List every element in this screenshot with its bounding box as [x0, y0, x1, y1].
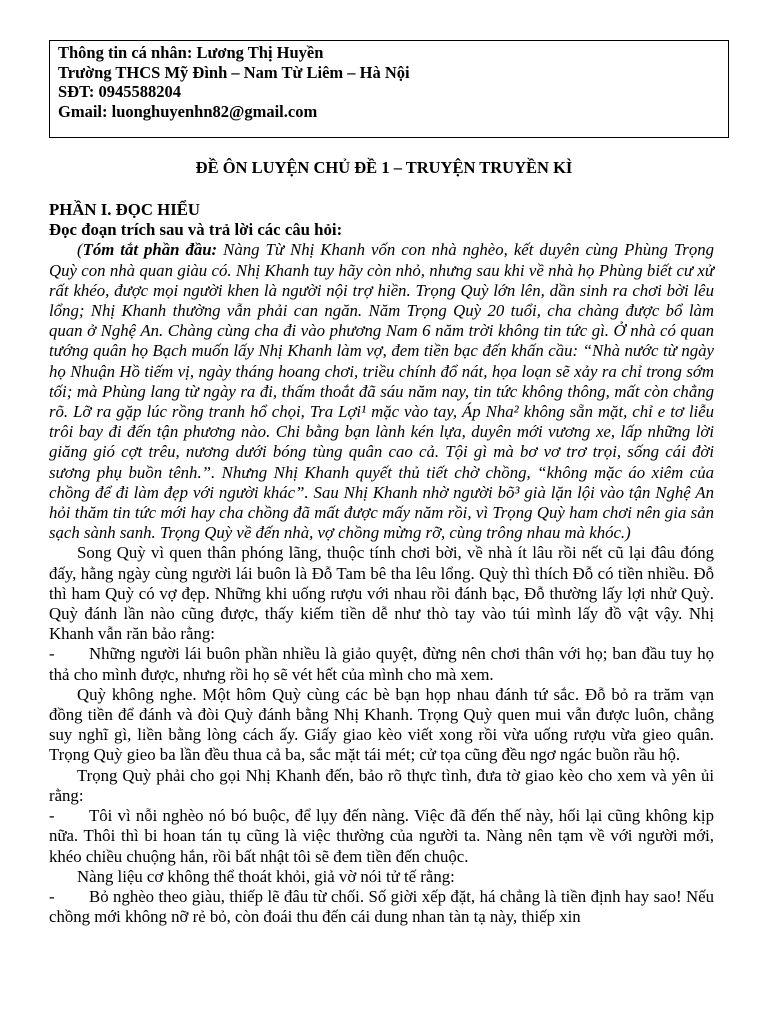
dialogue-line: [49, 644, 714, 684]
info-phone: SĐT: 0945588204: [58, 82, 181, 101]
story-paragraph: Song Quỳ vì quen thân phóng lãng, thuộc tính chơi bời, về nhà ít lâu rồi nết cũ lại đâu đóng đấy, hằng ngày cùng người lái buôn là Đỗ Tam bê tha lêu lổng. Quỳ thì thích Đỗ có tiền nhiều. Đỗ thì ham Quỳ có vợ đẹp. Những khi uống rượu với nhau rồi đánh bạc, Đỗ thường lấy lợi nhử Quỳ. Quỳ đánh lần nào cũng được, thấy kiếm tiền dễ như thò tay vào túi mình lấy đồ vật vậy. Nhị Khanh vẫn răn bảo rằng:: [49, 543, 714, 644]
document-body: [49, 200, 714, 927]
summary-paragraph: [49, 240, 714, 543]
story-paragraph: Quỳ không nghe. Một hôm Quỳ cùng các bè bạn họp nhau đánh tứ sắc. Đỗ bỏ ra trăm vạn đồng tiền để đánh và đòi Quỳ đánh bằng Nhị Khanh. Trọng Quỳ quen mui vẫn được luôn, chẳng suy nghĩ gì, liền bằng lòng cách ấy. Giấy giao kèo viết xong rồi vừa uống rượu vừa gieo quân. Trọng Quỳ gieo ba lần đều thua cả ba, sắc mặt tái mét; cử tọa cũng đều ngơ ngác buồn rầu hộ.: [49, 684, 714, 765]
summary-open-paren: (: [77, 240, 83, 260]
info-email: Gmail: luonghuyenhn82@gmail.com: [58, 101, 318, 121]
summary-close-paren: ): [625, 523, 631, 543]
dialogue-text: Bỏ nghèo theo giàu, thiếp lẽ đâu từ chối. Số giời xếp đặt, há chẳng là tiền định hay sao! Nếu chồng mới không nỡ rẻ bỏ, còn đoái thu đến cái dung nhan tàn tạ này, thiếp xin: [49, 886, 714, 927]
dialogue-line: [49, 806, 714, 867]
story-paragraph: Trọng Quỳ phải cho gọi Nhị Khanh đến, bảo rõ thực tình, đưa tờ giao kèo cho xem và yên ủi rằng:: [49, 765, 714, 805]
story-paragraph: Nàng liệu cơ không thể thoát khỏi, giả vờ nói tử tế rằng:: [77, 866, 455, 886]
dash-mark: -: [49, 644, 55, 664]
personal-info-box: [49, 40, 729, 138]
dialogue-line: [49, 887, 714, 927]
dialogue-text: Tôi vì nỗi nghèo nó bó buộc, để lụy đến nàng. Việc đã đến thế này, hối lại cũng không kịp nữa. Thôi thì bi hoan tán tụ cũng là việc thường của người ta. Nàng nên tạm về với người mới, khéo chiều chuộng hắn, rồi bất nhật tôi sẽ đem tiền đến chuộc.: [49, 806, 714, 866]
summary-text: Nàng Từ Nhị Khanh vốn con nhà nghèo, kết duyên cùng Phùng Trọng Quỳ con nhà quan giàu có. Nhị Khanh tuy hãy còn nhỏ, nhưng sau khi về nhà họ Phùng biết cư xử rất khéo, được mọi người khen là người nội trợ hiền. Trọng Quỳ lớn lên, dần sinh ra chơi bời lêu lổng; Nhị Khanh thường vẫn phải can ngăn. Năm Trọng Quỳ 20 tuổi, cha chàng được bổ làm quan ở Nghệ An. Chàng cùng cha đi vào phương Nam 6 năm trời không tin tức gì. Ở nhà có quan tướng quân họ Bạch muốn lấy Nhị Khanh làm vợ, đem tiền bạc đến khấn cầu: “Nhà nước từ ngày họ Nhuận Hồ tiếm vị, ngày tháng hoang chơi, triều chính đổ nát, họa loạn sẽ xảy ra chỉ trong sớm tối; mà Phùng lang từ ngày ra đi, thấm thoắt đã sáu năm nay, tin tức không thông, mất còn chẳng rõ. Lỡ ra gặp lúc rồng tranh hổ chọi, Tra Lợi¹ mặc vào tay, Áp Nha² không sẵn mặt, chỉ e tơ liễu trôi bay đi đến tận phương nào. Chi bằng bạn lành kén lựa, duyên mới vương xe, lấp những lời giăng gió cợt trêu, nương dưới bóng tùng quân cao cả. Tội gì mà bơ vơ trơ trọi, sống cái đời sương phụ buồn tênh.”. Nhưng Nhị Khanh quyết thủ tiết chờ chồng, “không mặc áo xiêm của chồng để đi làm đẹp với người khác”. Sau Nhị Khanh nhờ người bõ³ già lặn lội vào tận Nghệ An hỏi thăm tin tức mới hay cha chồng đã mất được mấy năm rồi, vì Trọng Quỳ ham chơi nên gia sản sạch sành sanh. Trọng Quỳ về đến nhà, vợ chồng mừng rỡ, cùng trông nhau mà khóc.: [49, 240, 714, 543]
dash-mark: -: [49, 886, 55, 906]
section-heading: PHẦN I. ĐỌC HIỂU: [49, 200, 201, 219]
info-name: Thông tin cá nhân: Lương Thị Huyền: [58, 43, 324, 62]
document-title: ĐỀ ÔN LUYỆN CHỦ ĐỀ 1 – TRUYỆN TRUYỀN KÌ: [195, 158, 573, 177]
info-school: Trường THCS Mỹ Đình – Nam Từ Liêm – Hà Nội: [58, 62, 410, 82]
section-instruction: Đọc đoạn trích sau và trả lời các câu hỏi:: [49, 220, 343, 240]
dash-mark: -: [49, 806, 55, 826]
summary-label: Tóm tắt phần đầu:: [82, 240, 218, 260]
dialogue-text: Những người lái buôn phần nhiều là giảo quyệt, đừng nên chơi thân với họ; ban đầu tuy họ thả cho mình được, nhưng rồi họ sẽ vét hết của mình cho mà xem.: [49, 644, 714, 684]
